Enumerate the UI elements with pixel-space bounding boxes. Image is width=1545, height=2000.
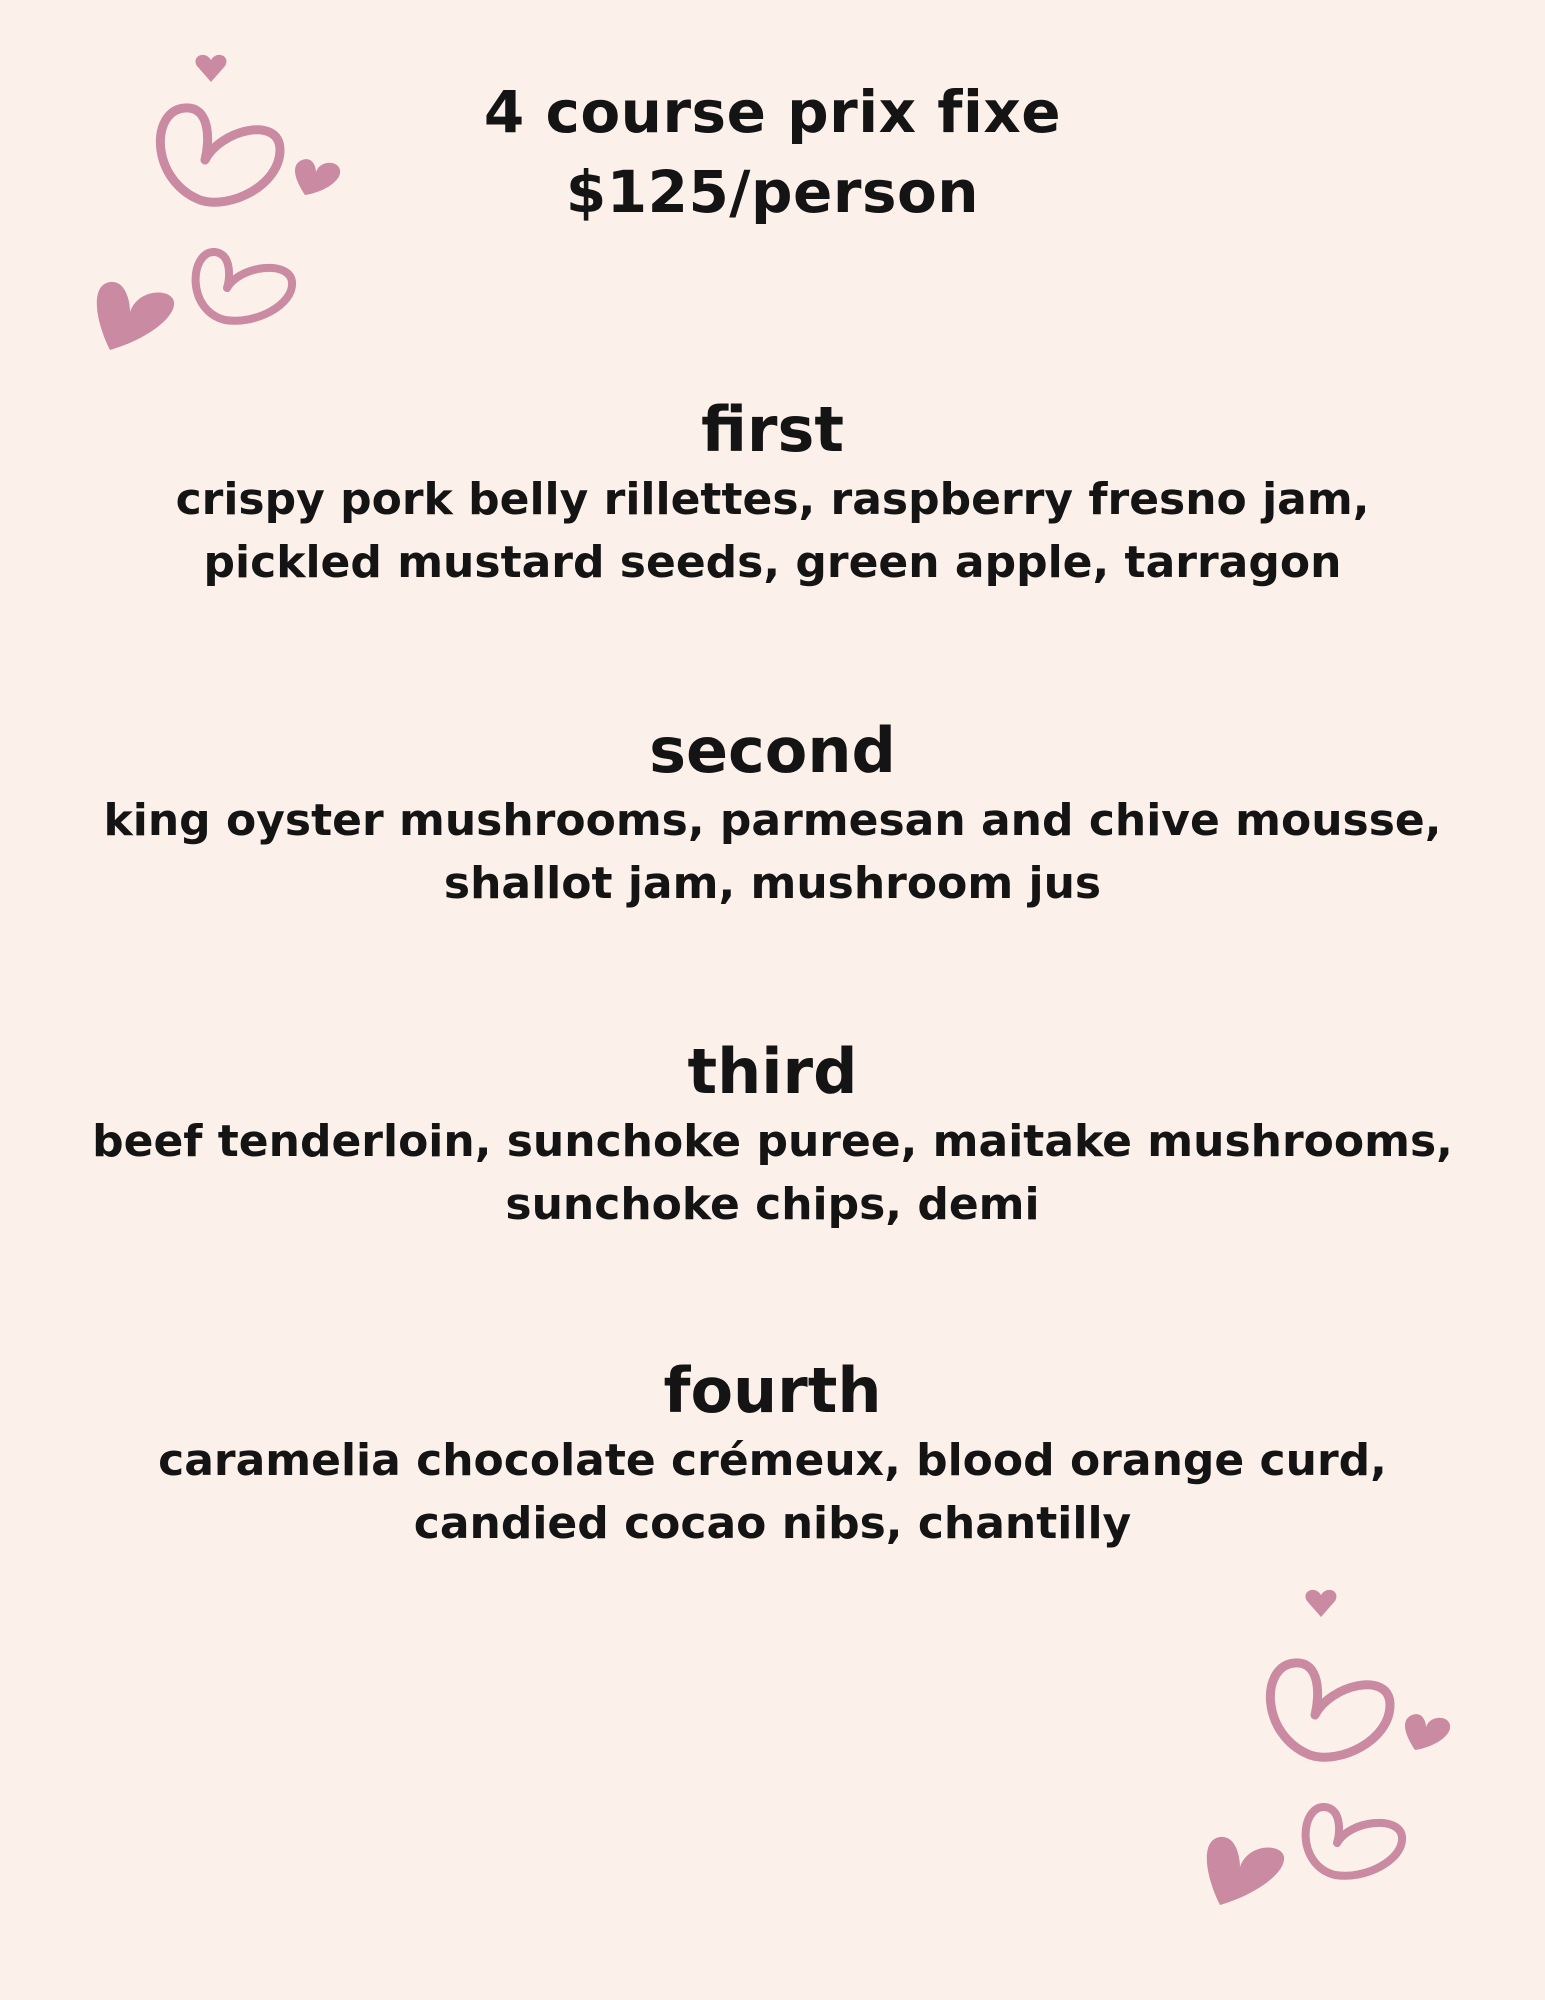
course-name: fourth [663, 1354, 882, 1427]
course-description-line: beef tenderloin, sunchoke puree, maitake mushrooms, [92, 1116, 1453, 1167]
course-fourth [0, 1353, 1545, 1555]
filled-heart-icon [1207, 1837, 1284, 1905]
course-third [0, 1034, 1545, 1236]
course-description [0, 789, 1545, 915]
outline-heart-icon [196, 252, 292, 321]
course-name: third [687, 1035, 858, 1108]
course-description-line: shallot jam, mushroom jus [443, 858, 1102, 909]
course-description [0, 1110, 1545, 1236]
menu-header [0, 72, 1545, 232]
menu-price: $125/person [565, 158, 980, 226]
course-second [0, 713, 1545, 915]
course-name: second [649, 714, 896, 787]
course-description-line: candied cocao nibs, chantilly [413, 1498, 1132, 1549]
course-description [0, 1429, 1545, 1555]
course-description-line: sunchoke chips, demi [505, 1179, 1040, 1230]
course-name: first [700, 393, 845, 466]
filled-heart-icon [97, 282, 174, 350]
filled-heart-icon [1405, 1714, 1450, 1750]
course-description-line: king oyster mushrooms, parmesan and chive mousse, [103, 795, 1442, 846]
outline-heart-icon [1270, 1663, 1390, 1757]
menu-title: 4 course prix fixe [483, 78, 1062, 146]
course-description-line: pickled mustard seeds, green apple, tarragon [203, 537, 1342, 588]
hearts-cluster-bottom-right-icon [1190, 1575, 1490, 1915]
course-description-line: caramelia chocolate crémeux, blood orange curd, [158, 1435, 1387, 1486]
course-description-line: crispy pork belly rillettes, raspberry fresno jam, [175, 474, 1370, 525]
course-description [0, 468, 1545, 594]
small-heart-icon [1306, 1590, 1337, 1617]
outline-heart-icon [1306, 1807, 1402, 1876]
course-first [0, 392, 1545, 594]
